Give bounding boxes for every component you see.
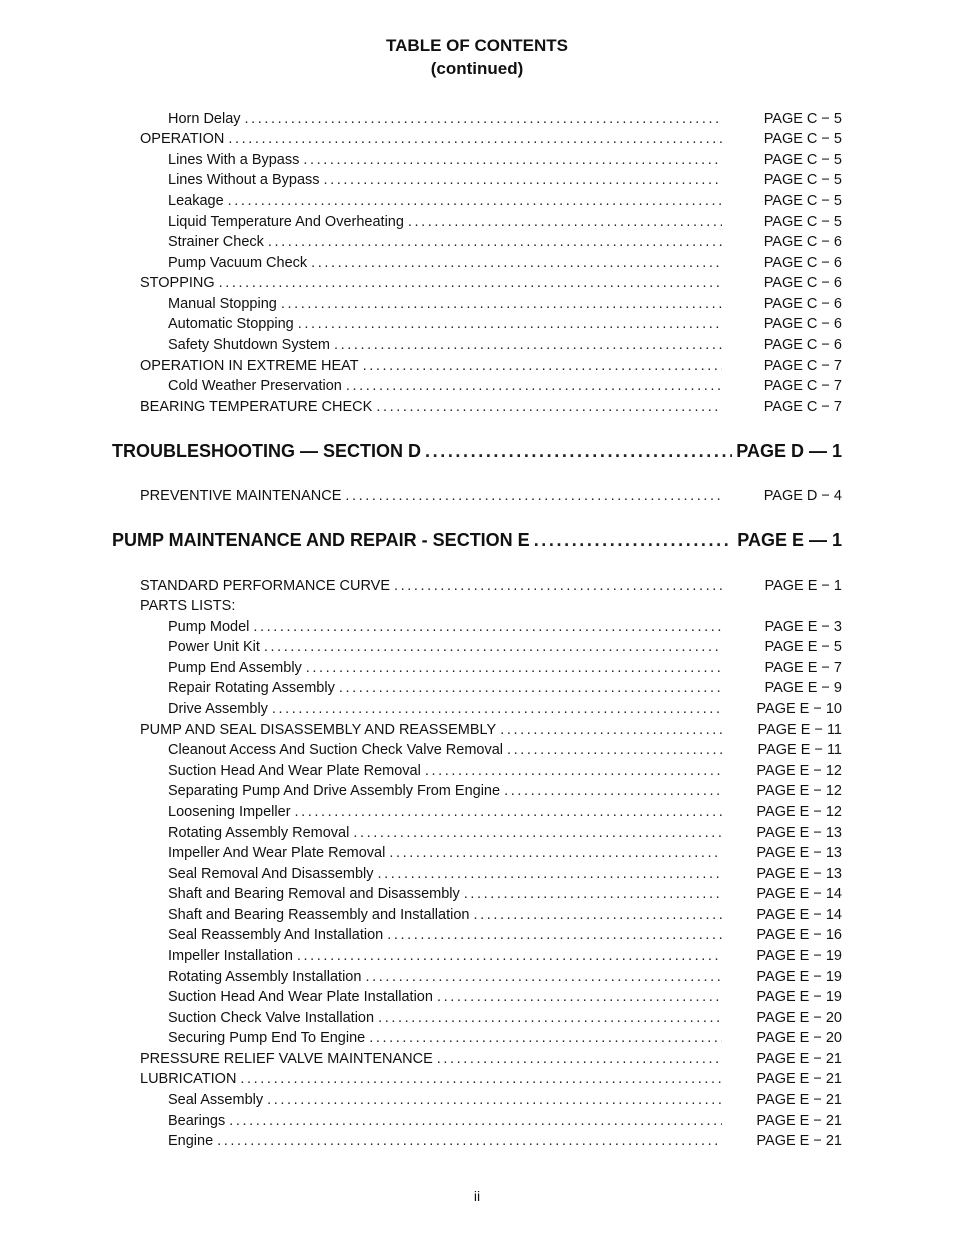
toc-entry-label: Seal Reassembly And Installation (168, 927, 384, 943)
toc-entry-page: PAGE E − 16 (756, 927, 842, 943)
toc-entry-label: STOPPING (140, 275, 215, 291)
toc-entry[interactable] (140, 487, 842, 505)
toc-entry-label: Repair Rotating Assembly (168, 680, 335, 696)
dot-leader (464, 885, 722, 903)
dot-leader (245, 110, 722, 128)
dot-leader (345, 487, 722, 505)
dot-leader (253, 618, 722, 636)
toc-entry-page: PAGE C − 5 (763, 111, 842, 127)
dot-leader (507, 741, 722, 759)
toc-entry-label: Impeller Installation (168, 948, 293, 964)
toc-entry[interactable] (168, 926, 842, 944)
toc-entry[interactable] (168, 679, 842, 697)
toc-entry-page: PAGE E − 11 (757, 722, 842, 738)
toc-entry[interactable] (140, 577, 842, 595)
dot-leader (298, 315, 722, 333)
toc-entry[interactable] (168, 782, 842, 800)
dot-leader (425, 762, 722, 780)
dot-leader (264, 638, 722, 656)
toc-entry[interactable] (140, 398, 842, 416)
toc-entry[interactable] (168, 700, 842, 718)
toc-entry-page: PAGE C − 6 (763, 316, 842, 332)
toc-entry-page: PAGE E − 13 (756, 845, 842, 861)
toc-entry[interactable] (168, 762, 842, 780)
toc-entry-page: PAGE D — 1 (736, 441, 842, 461)
toc-entry-page: PAGE E − 12 (756, 804, 842, 820)
toc-entry[interactable] (168, 254, 842, 272)
toc-entry-label: PUMP AND SEAL DISASSEMBLY AND REASSEMBLY (140, 722, 497, 738)
toc-entry-page: PAGE C − 5 (763, 193, 842, 209)
toc-entry[interactable] (168, 865, 842, 883)
dot-leader (504, 782, 722, 800)
dot-leader (473, 906, 722, 924)
toc-entry-label: Manual Stopping (168, 296, 277, 312)
toc-entry-label: PRESSURE RELIEF VALVE MAINTENANCE (140, 1051, 433, 1067)
toc-entry-label: Suction Head And Wear Plate Removal (168, 763, 421, 779)
toc-entry-page: PAGE E − 21 (756, 1051, 842, 1067)
toc-entry-label: PARTS LISTS: (140, 598, 236, 614)
page-title (0, 34, 954, 80)
toc-entry-page: PAGE E − 21 (756, 1113, 842, 1129)
dot-leader (437, 1050, 722, 1068)
dot-leader (389, 844, 722, 862)
toc-entry[interactable] (168, 906, 842, 924)
toc-entry-page: PAGE C − 6 (763, 255, 842, 271)
toc-entry[interactable] (140, 1050, 842, 1068)
toc-entry[interactable] (168, 885, 842, 903)
toc-entry-label: Suction Head And Wear Plate Installation (168, 989, 433, 1005)
toc-entry-label: LUBRICATION (140, 1071, 237, 1087)
toc-entry[interactable] (168, 377, 842, 395)
toc-entry-label: Automatic Stopping (168, 316, 294, 332)
toc-entry-label: BEARING TEMPERATURE CHECK (140, 399, 373, 415)
dot-leader (297, 947, 722, 965)
toc-entry-label: Strainer Check (168, 234, 264, 250)
dot-leader (228, 192, 722, 210)
toc-entry-page: PAGE E − 13 (756, 866, 842, 882)
dot-leader (217, 1132, 722, 1150)
toc-entry-page: PAGE C − 6 (763, 234, 842, 250)
toc-entry-label: Lines With a Bypass (168, 152, 300, 168)
toc-entry-label: Drive Assembly (168, 701, 268, 717)
toc-entry[interactable] (168, 1132, 842, 1150)
toc-entry-page: PAGE E − 13 (756, 825, 842, 841)
toc-entry[interactable] (168, 336, 842, 354)
toc-entry-label: Power Unit Kit (168, 639, 260, 655)
toc-entry-label: Impeller And Wear Plate Removal (168, 845, 386, 861)
dot-leader (437, 988, 722, 1006)
toc-entry-page: PAGE E − 20 (756, 1010, 842, 1026)
toc-entry-page: PAGE C − 5 (763, 172, 842, 188)
toc-entry[interactable] (168, 803, 842, 821)
toc-entry[interactable] (168, 659, 842, 677)
dot-leader (387, 926, 722, 944)
toc-entry-page: PAGE E − 20 (756, 1030, 842, 1046)
dot-leader (339, 679, 722, 697)
dot-leader (534, 529, 732, 551)
toc-entry-page: PAGE C − 5 (763, 131, 842, 147)
toc-entry[interactable] (168, 110, 842, 128)
toc-entry-page: PAGE D − 4 (763, 488, 842, 504)
dot-leader (267, 1091, 722, 1109)
toc-entry[interactable] (140, 597, 842, 615)
toc-entry-label: Seal Assembly (168, 1092, 264, 1108)
toc-entry-label: Pump Model (168, 619, 250, 635)
toc-entry[interactable] (140, 721, 842, 739)
toc-entry-label: Securing Pump End To Engine (168, 1030, 366, 1046)
dot-leader (219, 274, 722, 292)
toc-entry-page: PAGE C − 7 (763, 399, 842, 415)
toc-entry-page: PAGE E − 19 (756, 989, 842, 1005)
toc-entry-page: PAGE E − 11 (757, 742, 842, 758)
page-number: ii (473, 1188, 481, 1204)
toc-entry-label: Rotating Assembly Removal (168, 825, 350, 841)
toc-entry-label: Engine (168, 1133, 214, 1149)
toc-entry[interactable] (168, 618, 842, 636)
toc-entry-label: Liquid Temperature And Overheating (168, 214, 404, 230)
toc-entry-label: Seal Removal And Disassembly (168, 866, 374, 882)
toc-entry-label: Pump End Assembly (168, 660, 302, 676)
toc-entry-page: PAGE E — 1 (737, 530, 842, 550)
toc-entry-page: PAGE C − 6 (763, 296, 842, 312)
toc-entry[interactable] (168, 315, 842, 333)
toc-entry-page: PAGE E − 14 (756, 907, 842, 923)
toc-entry-label: Cleanout Access And Suction Check Valve Removal (168, 742, 504, 758)
dot-leader (376, 398, 722, 416)
toc-entry-page: PAGE E − 19 (756, 969, 842, 985)
toc-entry-page: PAGE C − 7 (763, 378, 842, 394)
toc-entry-page: PAGE E − 9 (764, 680, 842, 696)
toc-entry[interactable] (168, 233, 842, 251)
dot-leader (425, 440, 732, 462)
toc-entry-label: Shaft and Bearing Removal and Disassembly (168, 886, 460, 902)
toc-entry-page: PAGE C − 5 (763, 214, 842, 230)
toc-entry-page: PAGE E − 12 (756, 763, 842, 779)
dot-leader (303, 151, 722, 169)
toc-entry-page: PAGE E − 10 (756, 701, 842, 717)
dot-leader (229, 1112, 722, 1130)
dot-leader (311, 254, 722, 272)
toc-entry-page: PAGE C − 7 (763, 358, 842, 374)
toc-entry-page: PAGE E − 1 (764, 578, 842, 594)
toc-entry[interactable] (140, 130, 842, 148)
toc-entry-label: PUMP MAINTENANCE AND REPAIR - SECTION E (112, 530, 530, 550)
toc-entry-label: OPERATION (140, 131, 225, 147)
toc-entry[interactable] (168, 213, 842, 231)
toc-entry[interactable] (168, 638, 842, 656)
toc-entry-label: TROUBLESHOOTING — SECTION D (112, 441, 422, 461)
toc-entry[interactable] (168, 151, 842, 169)
dot-leader (272, 700, 722, 718)
toc-section-entry[interactable] (112, 440, 842, 462)
toc-entry-page: PAGE E − 7 (764, 660, 842, 676)
toc-entry[interactable] (168, 968, 842, 986)
toc-entry-label: Suction Check Valve Installation (168, 1010, 375, 1026)
dot-leader (268, 233, 722, 251)
dot-leader (295, 803, 722, 821)
toc-entry-page: PAGE C − 6 (763, 337, 842, 353)
toc-entry-label: Horn Delay (168, 111, 241, 127)
toc-entry[interactable] (168, 1029, 842, 1047)
toc-entry-label: Leakage (168, 193, 224, 209)
dot-leader (281, 295, 722, 313)
dot-leader (378, 865, 722, 883)
toc-entry[interactable] (168, 741, 842, 759)
dot-leader (408, 213, 722, 231)
toc-entry-label: Bearings (168, 1113, 226, 1129)
toc-entry[interactable] (168, 824, 842, 842)
dot-leader (334, 336, 722, 354)
toc-entry-label: Loosening Impeller (168, 804, 291, 820)
toc-entry-label: Separating Pump And Drive Assembly From Engine (168, 783, 501, 799)
toc-entry-page: PAGE E − 21 (756, 1071, 842, 1087)
toc-entry[interactable] (140, 357, 842, 375)
toc-entry-page: PAGE E − 21 (756, 1133, 842, 1149)
toc-entry[interactable] (168, 1112, 842, 1130)
toc-entry-label: OPERATION IN EXTREME HEAT (140, 358, 359, 374)
toc-entry-page: PAGE E − 5 (764, 639, 842, 655)
dot-leader (353, 824, 722, 842)
dot-leader (324, 171, 722, 189)
title-line-2: (continued) (430, 59, 524, 78)
dot-leader (228, 130, 722, 148)
toc-entry[interactable] (168, 988, 842, 1006)
toc-entry[interactable] (140, 274, 842, 292)
toc-entry-label: Safety Shutdown System (168, 337, 330, 353)
toc-entry-page: PAGE E − 21 (756, 1092, 842, 1108)
toc-entry-page: PAGE C − 6 (763, 275, 842, 291)
toc-section-entry[interactable] (112, 529, 842, 551)
toc-entry-label: Lines Without a Bypass (168, 172, 320, 188)
toc-entry-label: PREVENTIVE MAINTENANCE (140, 488, 342, 504)
toc-entry-page: PAGE E − 14 (756, 886, 842, 902)
dot-leader (394, 577, 722, 595)
toc-entry[interactable] (168, 295, 842, 313)
toc-entry[interactable] (168, 171, 842, 189)
toc-entry-page: PAGE C − 5 (763, 152, 842, 168)
toc-entry-page: PAGE E − 3 (764, 619, 842, 635)
dot-leader (365, 968, 722, 986)
toc-entry-label: Shaft and Bearing Reassembly and Installation (168, 907, 470, 923)
toc-entry-label: Pump Vacuum Check (168, 255, 308, 271)
dot-leader (369, 1029, 722, 1047)
toc-entry[interactable] (140, 1070, 842, 1088)
dot-leader (500, 721, 722, 739)
toc-entry[interactable] (168, 947, 842, 965)
toc-entry[interactable] (168, 1009, 842, 1027)
toc-entry-label: STANDARD PERFORMANCE CURVE (140, 578, 391, 594)
dot-leader (240, 1070, 722, 1088)
dot-leader (346, 377, 722, 395)
toc-entry-page: PAGE E − 12 (756, 783, 842, 799)
toc-entry-label: Rotating Assembly Installation (168, 969, 362, 985)
dot-leader (378, 1009, 722, 1027)
toc-entry-label: Cold Weather Preservation (168, 378, 342, 394)
title-line-1: TABLE OF CONTENTS (386, 36, 568, 55)
toc-entry[interactable] (168, 844, 842, 862)
toc-entry[interactable] (168, 192, 842, 210)
toc-entry[interactable] (168, 1091, 842, 1109)
dot-leader (363, 357, 722, 375)
dot-leader (306, 659, 722, 677)
toc-entry-page: PAGE E − 19 (756, 948, 842, 964)
